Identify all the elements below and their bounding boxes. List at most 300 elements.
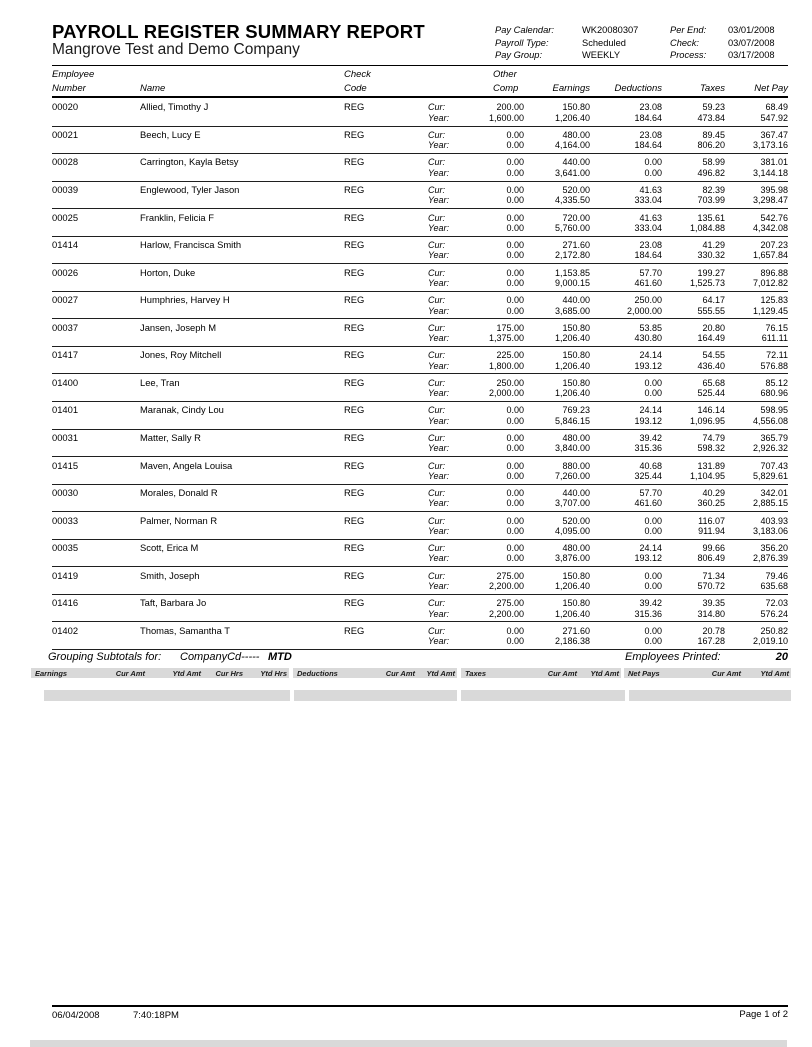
employee-year-line: [52, 140, 788, 150]
employee-block: [52, 292, 788, 320]
col-header-deductions: Deductions: [614, 82, 662, 94]
spacer: [52, 140, 140, 150]
employee-number: 00026: [52, 266, 79, 278]
year-taxes: 806.20: [697, 140, 725, 151]
col-header-employee: Employee: [52, 69, 95, 80]
meta-label: Pay Calendar:: [495, 25, 554, 35]
spacer: [140, 609, 344, 619]
employee-cur-line: [52, 350, 788, 360]
employee-year-line: [52, 278, 788, 288]
spacer: [52, 388, 140, 398]
year-other-comp: 0.00: [506, 305, 524, 316]
employee-name: Smith, Joseph: [140, 569, 200, 581]
cur-other-comp: 0.00: [506, 543, 524, 554]
year-deductions: 315.36: [634, 443, 662, 454]
cur-deductions: 57.70: [639, 488, 662, 499]
cur-label: Cur:: [428, 598, 446, 609]
cur-net-pay: 207.23: [760, 240, 788, 251]
employee-number: 01416: [52, 597, 79, 609]
employee-number: 01417: [52, 349, 79, 361]
year-net-pay: 4,342.08: [752, 222, 788, 233]
spacer: [344, 581, 428, 591]
cur-label: Cur:: [428, 185, 446, 196]
col-header-number: Number: [52, 82, 86, 94]
cur-earnings: 150.80: [562, 598, 590, 609]
spacer: [140, 416, 344, 426]
spacer: [52, 498, 140, 508]
employee-name: Lee, Tran: [140, 376, 180, 388]
check-code: REG: [344, 487, 365, 499]
year-earnings: 3,707.00: [554, 498, 590, 509]
cur-other-comp: 0.00: [506, 432, 524, 443]
bar-col-label: Ytd Hrs: [260, 668, 287, 678]
cur-net-pay: 598.95: [760, 405, 788, 416]
cur-earnings: 769.23: [562, 405, 590, 416]
employee-number: 00033: [52, 514, 79, 526]
year-earnings: 3,685.00: [554, 305, 590, 316]
grouping-label: Grouping Subtotals for:: [48, 651, 162, 663]
year-deductions: 0.00: [644, 636, 662, 647]
cur-deductions: 250.00: [634, 295, 662, 306]
year-other-comp: 0.00: [506, 415, 524, 426]
meta-value: 03/01/2008: [728, 25, 775, 35]
employee-name: Horton, Duke: [140, 266, 196, 278]
column-headers: [52, 68, 788, 95]
spacer: [140, 223, 344, 233]
bar-segment-net-pays: [624, 668, 791, 678]
cur-deductions: 0.00: [644, 625, 662, 636]
employee-name: Allied, Timothy J: [140, 101, 209, 113]
meta-label: Per End:: [670, 25, 707, 35]
footer-date: 06/04/2008: [52, 1010, 100, 1021]
meta-label: Pay Group:: [495, 50, 543, 60]
spacer: [344, 498, 428, 508]
cur-deductions: 23.08: [639, 129, 662, 140]
col-header-check: Check: [344, 69, 371, 80]
employee-name: Morales, Donald R: [140, 487, 218, 499]
bar-col-label: Ytd Amt: [760, 668, 789, 678]
employee-cur-line: [52, 571, 788, 581]
cur-deductions: 40.68: [639, 460, 662, 471]
employee-block: [52, 319, 788, 347]
employee-cur-line: [52, 516, 788, 526]
bar-col-label: Cur Amt: [385, 668, 415, 678]
employee-year-line: [52, 250, 788, 260]
spacer: [344, 333, 428, 343]
meta-value: 03/17/2008: [728, 50, 775, 60]
cur-taxes: 82.39: [702, 185, 725, 196]
spacer: [52, 250, 140, 260]
employee-year-line: [52, 388, 788, 398]
cur-net-pay: 367.47: [760, 129, 788, 140]
year-earnings: 1,206.40: [554, 388, 590, 399]
check-code: REG: [344, 431, 365, 443]
employee-cur-line: [52, 626, 788, 636]
year-label: Year:: [428, 388, 450, 399]
spacer: [344, 168, 428, 178]
year-label: Year:: [428, 580, 450, 591]
check-code: REG: [344, 294, 365, 306]
spacer: [52, 195, 140, 205]
year-earnings: 4,095.00: [554, 525, 590, 536]
year-deductions: 430.80: [634, 333, 662, 344]
cur-label: Cur:: [428, 488, 446, 499]
year-deductions: 333.04: [634, 222, 662, 233]
year-other-comp: 0.00: [506, 167, 524, 178]
subtotal-box-netpays: [629, 690, 791, 701]
year-deductions: 0.00: [644, 525, 662, 536]
year-taxes: 473.84: [697, 112, 725, 123]
employee-cur-line: [52, 543, 788, 553]
year-other-comp: 0.00: [506, 222, 524, 233]
spacer: [52, 443, 140, 453]
cur-net-pay: 85.12: [765, 377, 788, 388]
cur-deductions: 24.14: [639, 543, 662, 554]
cur-other-comp: 175.00: [496, 322, 524, 333]
spacer: [344, 250, 428, 260]
subtotal-column-bar: [31, 668, 791, 678]
cur-deductions: 0.00: [644, 157, 662, 168]
employee-block: [52, 209, 788, 237]
spacer: [52, 223, 140, 233]
cur-earnings: 1,153.85: [554, 267, 590, 278]
year-net-pay: 635.68: [760, 580, 788, 591]
cur-label: Cur:: [428, 625, 446, 636]
year-label: Year:: [428, 140, 450, 151]
spacer: [344, 278, 428, 288]
employee-block: [52, 154, 788, 182]
employee-number: 00021: [52, 128, 79, 140]
cur-taxes: 20.78: [702, 625, 725, 636]
employee-number: 01415: [52, 459, 79, 471]
year-other-comp: 0.00: [506, 443, 524, 454]
meta-value: WK20080307: [582, 25, 639, 35]
cur-label: Cur:: [428, 432, 446, 443]
bar-col-label: Ytd Amt: [426, 668, 455, 678]
cur-taxes: 199.27: [697, 267, 725, 278]
year-net-pay: 547.92: [760, 112, 788, 123]
grouping-subtotals: [31, 651, 791, 666]
year-taxes: 330.32: [697, 250, 725, 261]
year-earnings: 1,206.40: [554, 580, 590, 591]
employee-name: Jansen, Joseph M: [140, 321, 217, 333]
employee-year-line: [52, 333, 788, 343]
cur-other-comp: 0.00: [506, 185, 524, 196]
employee-block: [52, 127, 788, 155]
year-label: Year:: [428, 195, 450, 206]
employee-name: Palmer, Norman R: [140, 514, 218, 526]
cur-taxes: 116.07: [698, 515, 725, 526]
cur-other-comp: 200.00: [496, 102, 524, 113]
col-header-taxes: Taxes: [700, 82, 725, 94]
footer-page-number: Page 1 of 2: [739, 1009, 788, 1020]
employee-block: [52, 182, 788, 210]
year-deductions: 193.12: [634, 415, 662, 426]
employee-name: Taft, Barbara Jo: [140, 597, 207, 609]
bar-segment-earnings: [31, 668, 289, 678]
year-taxes: 436.40: [697, 360, 725, 371]
employee-cur-line: [52, 461, 788, 471]
cur-label: Cur:: [428, 543, 446, 554]
bar-col-label: Cur Amt: [711, 668, 741, 678]
cur-earnings: 720.00: [562, 212, 590, 223]
year-deductions: 461.60: [634, 277, 662, 288]
employee-year-line: [52, 526, 788, 536]
spacer: [344, 636, 428, 646]
bar-segment-title: Deductions: [297, 668, 338, 678]
employee-block: [52, 99, 788, 127]
employee-number: 00028: [52, 156, 79, 168]
employee-name: Scott, Erica M: [140, 542, 199, 554]
cur-net-pay: 79.46: [765, 570, 788, 581]
year-taxes: 703.99: [697, 195, 725, 206]
cur-deductions: 23.08: [639, 102, 662, 113]
employee-cur-line: [52, 268, 788, 278]
cur-label: Cur:: [428, 102, 446, 113]
employee-name: Thomas, Samantha T: [140, 624, 230, 636]
employee-name: Carrington, Kayla Betsy: [140, 156, 239, 168]
year-earnings: 3,840.00: [554, 443, 590, 454]
spacer: [140, 113, 344, 123]
spacer: [344, 361, 428, 371]
spacer: [52, 553, 140, 563]
cur-taxes: 135.61: [697, 212, 725, 223]
employee-cur-line: [52, 213, 788, 223]
employee-name: Franklin, Felicia F: [140, 211, 214, 223]
spacer: [140, 471, 344, 481]
year-label: Year:: [428, 636, 450, 647]
year-deductions: 315.36: [634, 608, 662, 619]
check-code: REG: [344, 184, 365, 196]
year-net-pay: 576.24: [760, 608, 788, 619]
employee-year-line: [52, 416, 788, 426]
cur-earnings: 520.00: [562, 185, 590, 196]
cur-label: Cur:: [428, 129, 446, 140]
employee-cur-line: [52, 598, 788, 608]
year-deductions: 184.64: [634, 112, 662, 123]
check-code: REG: [344, 349, 365, 361]
year-label: Year:: [428, 443, 450, 454]
year-taxes: 314.80: [697, 608, 725, 619]
year-net-pay: 2,876.39: [752, 553, 788, 564]
year-taxes: 1,084.88: [689, 222, 725, 233]
employee-cur-line: [52, 433, 788, 443]
meta-label: Payroll Type:: [495, 37, 549, 48]
employee-cur-line: [52, 323, 788, 333]
year-earnings: 4,335.50: [554, 195, 590, 206]
employee-block: [52, 512, 788, 540]
year-deductions: 193.12: [634, 360, 662, 371]
cur-other-comp: 0.00: [506, 129, 524, 140]
year-label: Year:: [428, 415, 450, 426]
employee-year-line: [52, 443, 788, 453]
year-deductions: 0.00: [644, 580, 662, 591]
year-net-pay: 4,556.08: [752, 415, 788, 426]
year-label: Year:: [428, 360, 450, 371]
year-earnings: 1,206.40: [554, 360, 590, 371]
spacer: [52, 609, 140, 619]
cur-net-pay: 250.82: [760, 625, 788, 636]
cur-label: Cur:: [428, 515, 446, 526]
year-label: Year:: [428, 470, 450, 481]
cur-earnings: 150.80: [562, 102, 590, 113]
cur-net-pay: 125.83: [760, 295, 788, 306]
cur-net-pay: 72.11: [766, 350, 788, 361]
spacer: [140, 306, 344, 316]
cur-earnings: 440.00: [562, 157, 590, 168]
year-other-comp: 0.00: [506, 553, 524, 564]
spacer: [140, 498, 344, 508]
col-header-netpay: Net Pay: [754, 82, 788, 94]
year-net-pay: 5,829.61: [752, 470, 788, 481]
spacer: [344, 443, 428, 453]
spacer: [140, 278, 344, 288]
employee-cur-line: [52, 488, 788, 498]
year-other-comp: 0.00: [506, 277, 524, 288]
year-label: Year:: [428, 277, 450, 288]
year-taxes: 1,096.95: [689, 415, 725, 426]
col-header-code: Code: [344, 82, 367, 94]
employee-number: 00020: [52, 101, 79, 113]
company-name: Mangrove Test and Demo Company: [52, 41, 300, 58]
employee-block: [52, 622, 788, 650]
cur-deductions: 0.00: [644, 515, 662, 526]
employee-year-line: [52, 223, 788, 233]
spacer: [344, 306, 428, 316]
year-taxes: 164.49: [697, 333, 725, 344]
spacer: [344, 223, 428, 233]
year-other-comp: 1,800.00: [488, 360, 524, 371]
employee-name: Matter, Sally R: [140, 431, 201, 443]
employee-cur-line: [52, 157, 788, 167]
header-rule-top: [52, 65, 788, 66]
year-taxes: 496.82: [697, 167, 725, 178]
col-header-earnings: Earnings: [552, 82, 590, 94]
report-title: PAYROLL REGISTER SUMMARY REPORT: [52, 21, 425, 42]
employee-cur-line: [52, 240, 788, 250]
employee-name: Humphries, Harvey H: [140, 294, 230, 306]
cur-taxes: 131.89: [697, 460, 725, 471]
year-earnings: 5,846.15: [554, 415, 590, 426]
employee-cur-line: [52, 130, 788, 140]
spacer: [52, 581, 140, 591]
year-taxes: 911.94: [698, 525, 725, 536]
year-earnings: 5,760.00: [554, 222, 590, 233]
spacer: [52, 361, 140, 371]
cur-net-pay: 365.79: [760, 432, 788, 443]
footer-time: 7:40:18PM: [133, 1010, 179, 1021]
spacer: [52, 471, 140, 481]
cur-taxes: 71.34: [702, 570, 725, 581]
employee-cur-line: [52, 405, 788, 415]
cur-other-comp: 0.00: [506, 488, 524, 499]
spacer: [52, 416, 140, 426]
spacer: [344, 471, 428, 481]
year-earnings: 4,164.00: [554, 140, 590, 151]
employee-name: Maven, Angela Louisa: [140, 459, 233, 471]
pay-meta-block: [495, 25, 775, 61]
spacer: [140, 553, 344, 563]
cur-taxes: 65.68: [702, 377, 725, 388]
cur-earnings: 150.80: [562, 570, 590, 581]
cur-earnings: 271.60: [562, 240, 590, 251]
employee-number: 01419: [52, 569, 79, 581]
grouping-value: MTD: [268, 651, 292, 663]
spacer: [140, 333, 344, 343]
employee-number: 00039: [52, 184, 79, 196]
year-deductions: 184.64: [634, 250, 662, 261]
cur-net-pay: 707.43: [760, 460, 788, 471]
employee-block: [52, 457, 788, 485]
employee-name: Harlow, Francisca Smith: [140, 239, 242, 251]
cur-deductions: 57.70: [639, 267, 662, 278]
cur-earnings: 150.80: [562, 377, 590, 388]
year-other-comp: 2,200.00: [488, 580, 524, 591]
employee-year-line: [52, 471, 788, 481]
spacer: [140, 140, 344, 150]
employee-year-line: [52, 553, 788, 563]
bar-segment-title: Net Pays: [628, 668, 660, 678]
cur-other-comp: 0.00: [506, 460, 524, 471]
employee-cur-line: [52, 295, 788, 305]
cur-taxes: 40.29: [702, 488, 725, 499]
cur-label: Cur:: [428, 267, 446, 278]
cur-taxes: 59.23: [702, 102, 725, 113]
year-taxes: 1,104.95: [689, 470, 725, 481]
employee-cur-line: [52, 102, 788, 112]
year-other-comp: 0.00: [506, 470, 524, 481]
check-code: REG: [344, 321, 365, 333]
col-header-comp: Comp: [493, 82, 519, 94]
year-earnings: 9,000.15: [554, 277, 590, 288]
employee-year-line: [52, 195, 788, 205]
cur-taxes: 39.35: [702, 598, 725, 609]
cur-other-comp: 0.00: [506, 625, 524, 636]
cur-taxes: 41.29: [702, 240, 725, 251]
employee-name: Jones, Roy Mitchell: [140, 349, 222, 361]
spacer: [344, 609, 428, 619]
cur-taxes: 74.79: [702, 432, 725, 443]
year-other-comp: 0.00: [506, 250, 524, 261]
bar-col-label: Ytd Amt: [172, 668, 201, 678]
cur-label: Cur:: [428, 350, 446, 361]
year-label: Year:: [428, 167, 450, 178]
cur-taxes: 64.17: [702, 295, 725, 306]
cur-deductions: 41.63: [639, 185, 662, 196]
employees-printed-count: 20: [775, 651, 788, 663]
check-code: REG: [344, 404, 365, 416]
year-net-pay: 3,173.16: [752, 140, 788, 151]
employee-year-line: [52, 609, 788, 619]
employee-block: [52, 264, 788, 292]
cur-earnings: 480.00: [562, 432, 590, 443]
cur-earnings: 271.60: [562, 625, 590, 636]
year-earnings: 3,876.00: [554, 553, 590, 564]
meta-label: Process:: [670, 50, 707, 60]
employee-number: 00027: [52, 294, 79, 306]
check-code: REG: [344, 156, 365, 168]
year-other-comp: 2,200.00: [488, 608, 524, 619]
cur-other-comp: 0.00: [506, 157, 524, 168]
year-other-comp: 0.00: [506, 498, 524, 509]
year-net-pay: 2,926.32: [752, 443, 788, 454]
year-taxes: 167.28: [697, 636, 725, 647]
cur-other-comp: 225.00: [496, 350, 524, 361]
check-code: REG: [344, 542, 365, 554]
cur-label: Cur:: [428, 460, 446, 471]
cur-deductions: 24.14: [639, 405, 662, 416]
meta-label: Check:: [670, 37, 699, 48]
